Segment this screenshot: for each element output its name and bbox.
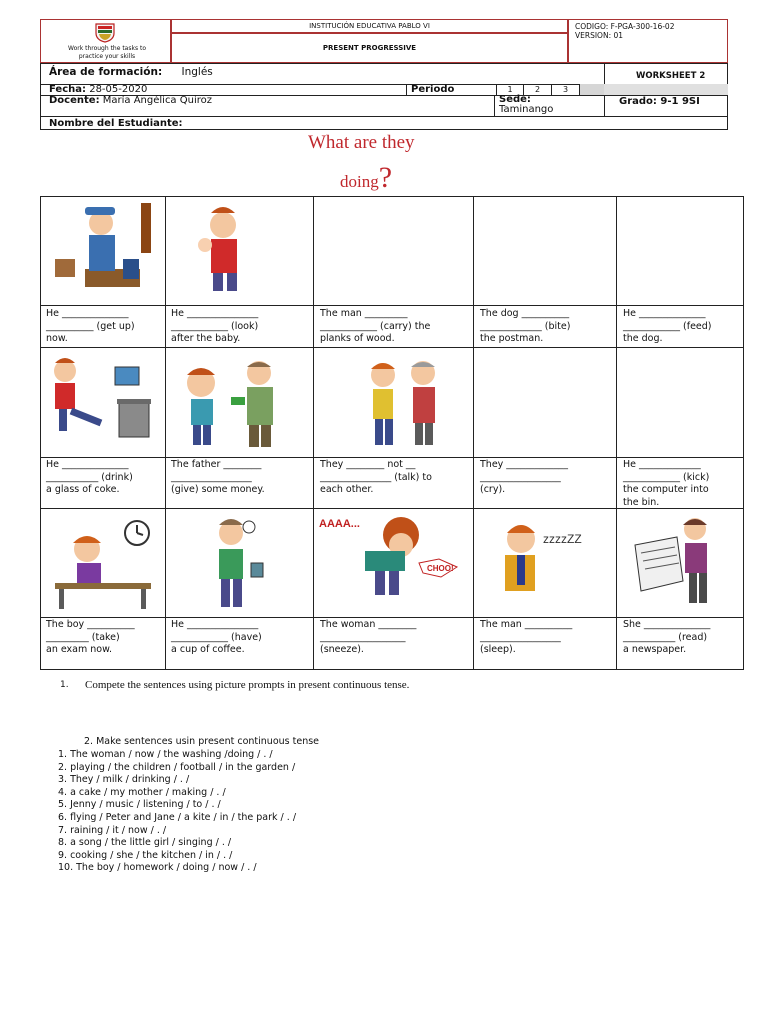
question-mark: ? <box>378 161 393 194</box>
people-not-talking-picture <box>341 353 461 451</box>
worksheet-title-line1: What are they <box>308 132 415 153</box>
sentence-r2c3: They ________ not __ _______________ (talk) to each other. <box>320 459 432 495</box>
sentence-r3c3: The woman ________ __________________ (sneeze). <box>320 619 417 655</box>
exercise2-item: 10. The boy / homework / doing / now / . / <box>58 862 257 874</box>
sede-value: Taminango <box>499 104 554 115</box>
fecha-value: 28-05-2020 <box>89 84 148 95</box>
code-box <box>568 19 728 63</box>
sentence-r1c3: The man _________ ____________ (carry) the planks of wood. <box>320 308 431 344</box>
periodo-3: 3 <box>552 84 580 95</box>
exercise2-heading: 2. Make sentences usin present continuous tense <box>84 736 320 747</box>
worksheet-title-line2 <box>340 161 393 194</box>
periodo-2: 2 <box>524 84 552 95</box>
sentence-r1c4: The dog __________ _____________ (bite) the postman. <box>480 308 571 344</box>
sentence-r2c1: He ______________ ___________ (drink) a glass of coke. <box>46 459 133 495</box>
exercise2-item: 3. They / milk / drinking / . / <box>58 774 190 786</box>
docente-value: María Angélica Quiroz <box>102 95 212 106</box>
man-having-coffee-picture <box>191 513 291 611</box>
logo-caption: Work through the tasks to practice your skills <box>67 45 147 60</box>
sentence-r1c2: He _______________ ____________ (look) after the baby. <box>171 308 259 344</box>
exercise2-item: 9. cooking / she / the kitchen / in / . / <box>58 849 233 861</box>
exercise2-item: 6. flying / Peter and Jane / a kite / in / the park / . / <box>58 811 297 823</box>
svg-text:AAAA...: AAAA... <box>319 518 360 530</box>
sede-label: Sede: <box>499 94 531 105</box>
sentence-r2c5: He _____________ ____________ (kick) the computer into the bin. <box>623 459 710 508</box>
sentence-r1c1: He ______________ __________ (get up) now. <box>46 308 135 344</box>
exercise2-item: 2. playing / the children / football / in the garden / <box>58 761 296 773</box>
sentence-r1c5: He ______________ ____________ (feed) the dog. <box>623 308 712 344</box>
father-giving-money-picture <box>173 353 291 451</box>
man-sleeping-picture <box>481 513 597 603</box>
man-kicking-computer-picture <box>41 349 161 445</box>
estudiante-label: Nombre del Estudiante: <box>49 118 183 129</box>
sentence-r3c2: He _______________ ____________ (have) a cup of coffee. <box>171 619 262 655</box>
exercise2-list <box>58 749 296 875</box>
periodo-label: Periodo <box>411 84 455 95</box>
exercise2-item: 7. raining / it / now / . / <box>58 824 167 836</box>
area-value: Inglés <box>181 66 213 78</box>
exercise2-item: 4. a cake / my mother / making / . / <box>58 786 226 798</box>
area-label: Área de formación: <box>49 66 163 78</box>
worksheet-shade <box>604 84 728 95</box>
worksheet-label: WORKSHEET 2 <box>636 71 706 81</box>
doc-version: VERSION: 01 <box>575 31 624 40</box>
svg-text:zzzzZZ: zzzzZZ <box>543 532 582 546</box>
institution-box <box>171 19 568 33</box>
woman-reading-newspaper-picture <box>627 511 737 607</box>
exercise2-item: 8. a song / the little girl / singing / . / <box>58 837 232 849</box>
boy-taking-exam-picture <box>45 513 161 611</box>
grado: Grado: 9-1 9SI <box>619 96 700 107</box>
doc-code: CODIGO: F-PGA-300-16-02 <box>575 22 675 31</box>
sentence-r2c4: They _____________ _________________ (cry). <box>480 459 569 495</box>
exercise2-item: 5. Jenny / music / listening / to / . / <box>58 799 221 811</box>
sentence-r3c4: The man __________ _________________ (sleep). <box>480 619 573 655</box>
logo-box <box>40 19 171 63</box>
title-doing: doing <box>340 172 379 191</box>
sentence-r3c5: She ______________ ___________ (read) a newspaper. <box>623 619 711 655</box>
exercise-grid <box>40 196 744 670</box>
woman-sneezing-picture <box>315 511 465 597</box>
man-with-baby-picture <box>173 199 283 295</box>
exercise1-instruction: Compete the sentences using picture prompts in present continuous tense. <box>85 679 410 691</box>
exercise2-item: 1. The woman / now / the washing /doing / . / <box>58 749 273 760</box>
info-table <box>40 63 728 130</box>
doc-title-box <box>171 33 568 63</box>
man-getting-up-picture <box>45 199 157 295</box>
svg-text:CHOO!: CHOO! <box>427 564 454 573</box>
fecha-label: Fecha: <box>49 84 87 95</box>
institution-name: INSTITUCIÓN EDUCATIVA PABLO VI <box>309 22 430 30</box>
periodo-shade <box>580 84 604 95</box>
periodo-1: 1 <box>496 84 524 95</box>
sentence-r2c2: The father ________ _________________ (give) some money. <box>171 459 265 495</box>
sentence-r3c1: The boy __________ _________ (take) an exam now. <box>46 619 135 655</box>
school-shield-logo <box>94 23 116 43</box>
docente-label: Docente: <box>49 95 100 106</box>
exercise1-number: 1. <box>60 680 69 690</box>
doc-title: PRESENT PROGRESSIVE <box>322 44 417 52</box>
